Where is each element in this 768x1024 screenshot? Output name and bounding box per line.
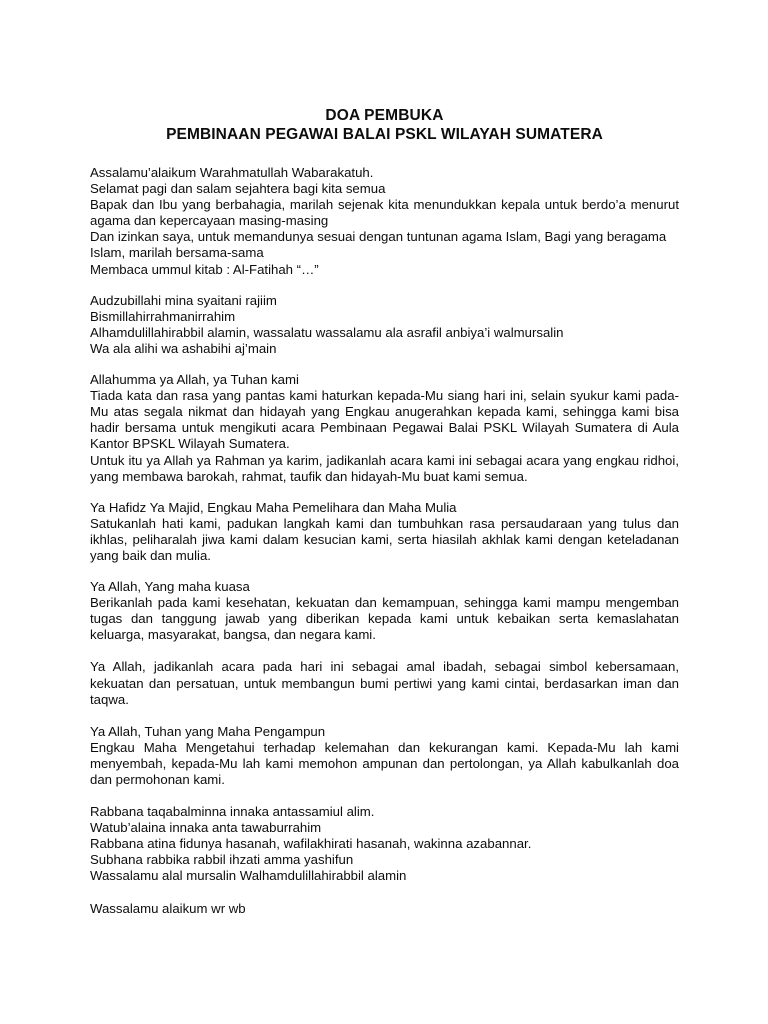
greeting-line-1: Assalamu’alaikum Warahmatullah Wabarakatuh. xyxy=(90,165,374,180)
title-line-1: DOA PEMBUKA xyxy=(325,107,444,124)
spacer-after-title xyxy=(90,144,679,165)
greeting-paragraph-4 xyxy=(90,229,679,261)
section-1-paragraph-1: Tiada kata dan rasa yang pantas kami haturkan kepada-Mu siang hari ini, selain syukur kami pada-Mu atas segala nikmat dan hidayah yang Engkau anugerahkan kepada kami, sehingga kami bisa hadir bersama untuk mengikuti acara Pembinaan Pegawai Balai PSKL Wilayah Sumatera di Aula Kantor BPSKL Wilayah Sumatera. xyxy=(90,388,679,452)
spacer-1 xyxy=(90,278,679,293)
spacer-4 xyxy=(90,564,679,579)
section-2-paragraph-1: Satukanlah hati kami, padukan langkah kami dan tumbuhkan rasa persaudaraan yang tulus dan ikhlas, peliharalah jiwa kami dalam kesucian kami, serta hiasilah akhlak kami dengan keteladanan yang baik dan mulia. xyxy=(90,515,679,563)
spacer-2 xyxy=(90,357,679,372)
greeting-block xyxy=(90,165,679,197)
page-title xyxy=(90,106,679,144)
invocation-line-2: Bismillahirrahmanirrahim xyxy=(90,308,236,324)
closing-line-2: Watub’alaina innaka anta tawaburrahim xyxy=(90,820,322,836)
greeting-line-3: Bapak dan Ibu yang berbahagia, marilah sejenak kita menundukkan kepala untuk berdo’a menurut agama dan kepercayaan masing-masing xyxy=(90,197,679,229)
greeting-line-2: Selamat pagi dan salam sejahtera bagi kita semua xyxy=(90,181,386,197)
section-2-heading: Ya Hafidz Ya Majid, Engkau Maha Pemelihara dan Maha Mulia xyxy=(90,499,457,515)
section-5-paragraph-1: Engkau Maha Mengetahui terhadap kelemahan dan kekurangan kami. Kepada-Mu lah kami menyembah, kepada-Mu lah kami memohon ampunan dan pertolongan, ya Allah kabulkanlah doa dan permohonan kami. xyxy=(90,739,679,787)
spacer-7 xyxy=(90,788,679,804)
greeting-line-4: Dan izinkan saya, untuk memandunya sesuai dengan tuntunan agama Islam, Bagi yang beragama Islam, marilah bersama-sama xyxy=(90,229,667,261)
greeting-paragraph-3 xyxy=(90,197,679,229)
closing-line-3: Rabbana atina fidunya hasanah, wafilakhirati hasanah, wakinna azabannar. xyxy=(90,836,532,852)
invocation-line-4: Wa ala alihi wa ashabihi aj’main xyxy=(90,340,277,356)
invocation-line-3: Alhamdulillahirabbil alamin, wassalatu wassalamu ala asrafil anbiya’i walmursalin xyxy=(90,324,564,340)
closing-line-4: Subhana rabbika rabbil ihzati amma yashifun xyxy=(90,852,354,868)
section-1-heading: Allahumma ya Allah, ya Tuhan kami xyxy=(90,372,299,388)
greeting-line-5: Membaca ummul kitab : Al-Fatihah “…” xyxy=(90,261,319,277)
section-5-heading: Ya Allah, Tuhan yang Maha Pengampun xyxy=(90,723,326,739)
section-3-heading: Ya Allah, Yang maha kuasa xyxy=(90,579,250,595)
section-4-paragraph-1: Ya Allah, jadikanlah acara pada hari ini sebagai amal ibadah, sebagai simbol kebersamaan, kekuatan dan persatuan, untuk membangun bumi pertiwi yang kami cintai, berdasarkan iman dan taqwa. xyxy=(90,659,679,707)
spacer-5 xyxy=(90,643,679,659)
section-1-paragraph-2: Untuk itu ya Allah ya Rahman ya karim, jadikanlah acara kami ini sebagai acara yang engkau ridhoi, yang membawa barokah, rahmat, taufik dan hidayah-Mu buat kami semua. xyxy=(90,452,679,484)
spacer-3 xyxy=(90,485,679,500)
spacer-8 xyxy=(90,885,679,901)
spacer-6 xyxy=(90,708,679,724)
section-3-paragraph-1: Berikanlah pada kami kesehatan, kekuatan dan kemampuan, sehingga kami mampu mengemban tugas dan tanggung jawab yang diberikan kepada kami untuk kebaikan serta kemaslahatan keluarga, masyarakat, bangsa, dan negara kami. xyxy=(90,595,679,643)
document-body xyxy=(90,106,679,917)
opening-invocation-block xyxy=(90,293,679,357)
greeting-paragraph-5 xyxy=(90,262,679,278)
title-line-2: PEMBINAAN PEGAWAI BALAI PSKL WILAYAH SUMATERA xyxy=(166,126,603,143)
closing-line-1: Rabbana taqabalminna innaka antassamiul alim. xyxy=(90,804,375,820)
farewell-line: Wassalamu alaikum wr wb xyxy=(90,900,246,916)
invocation-line-1: Audzubillahi mina syaitani rajiim xyxy=(90,292,277,308)
closing-line-5: Wassalamu alal mursalin Walhamdulillahirabbil alamin xyxy=(90,868,407,884)
closing-prayer-block xyxy=(90,804,679,884)
